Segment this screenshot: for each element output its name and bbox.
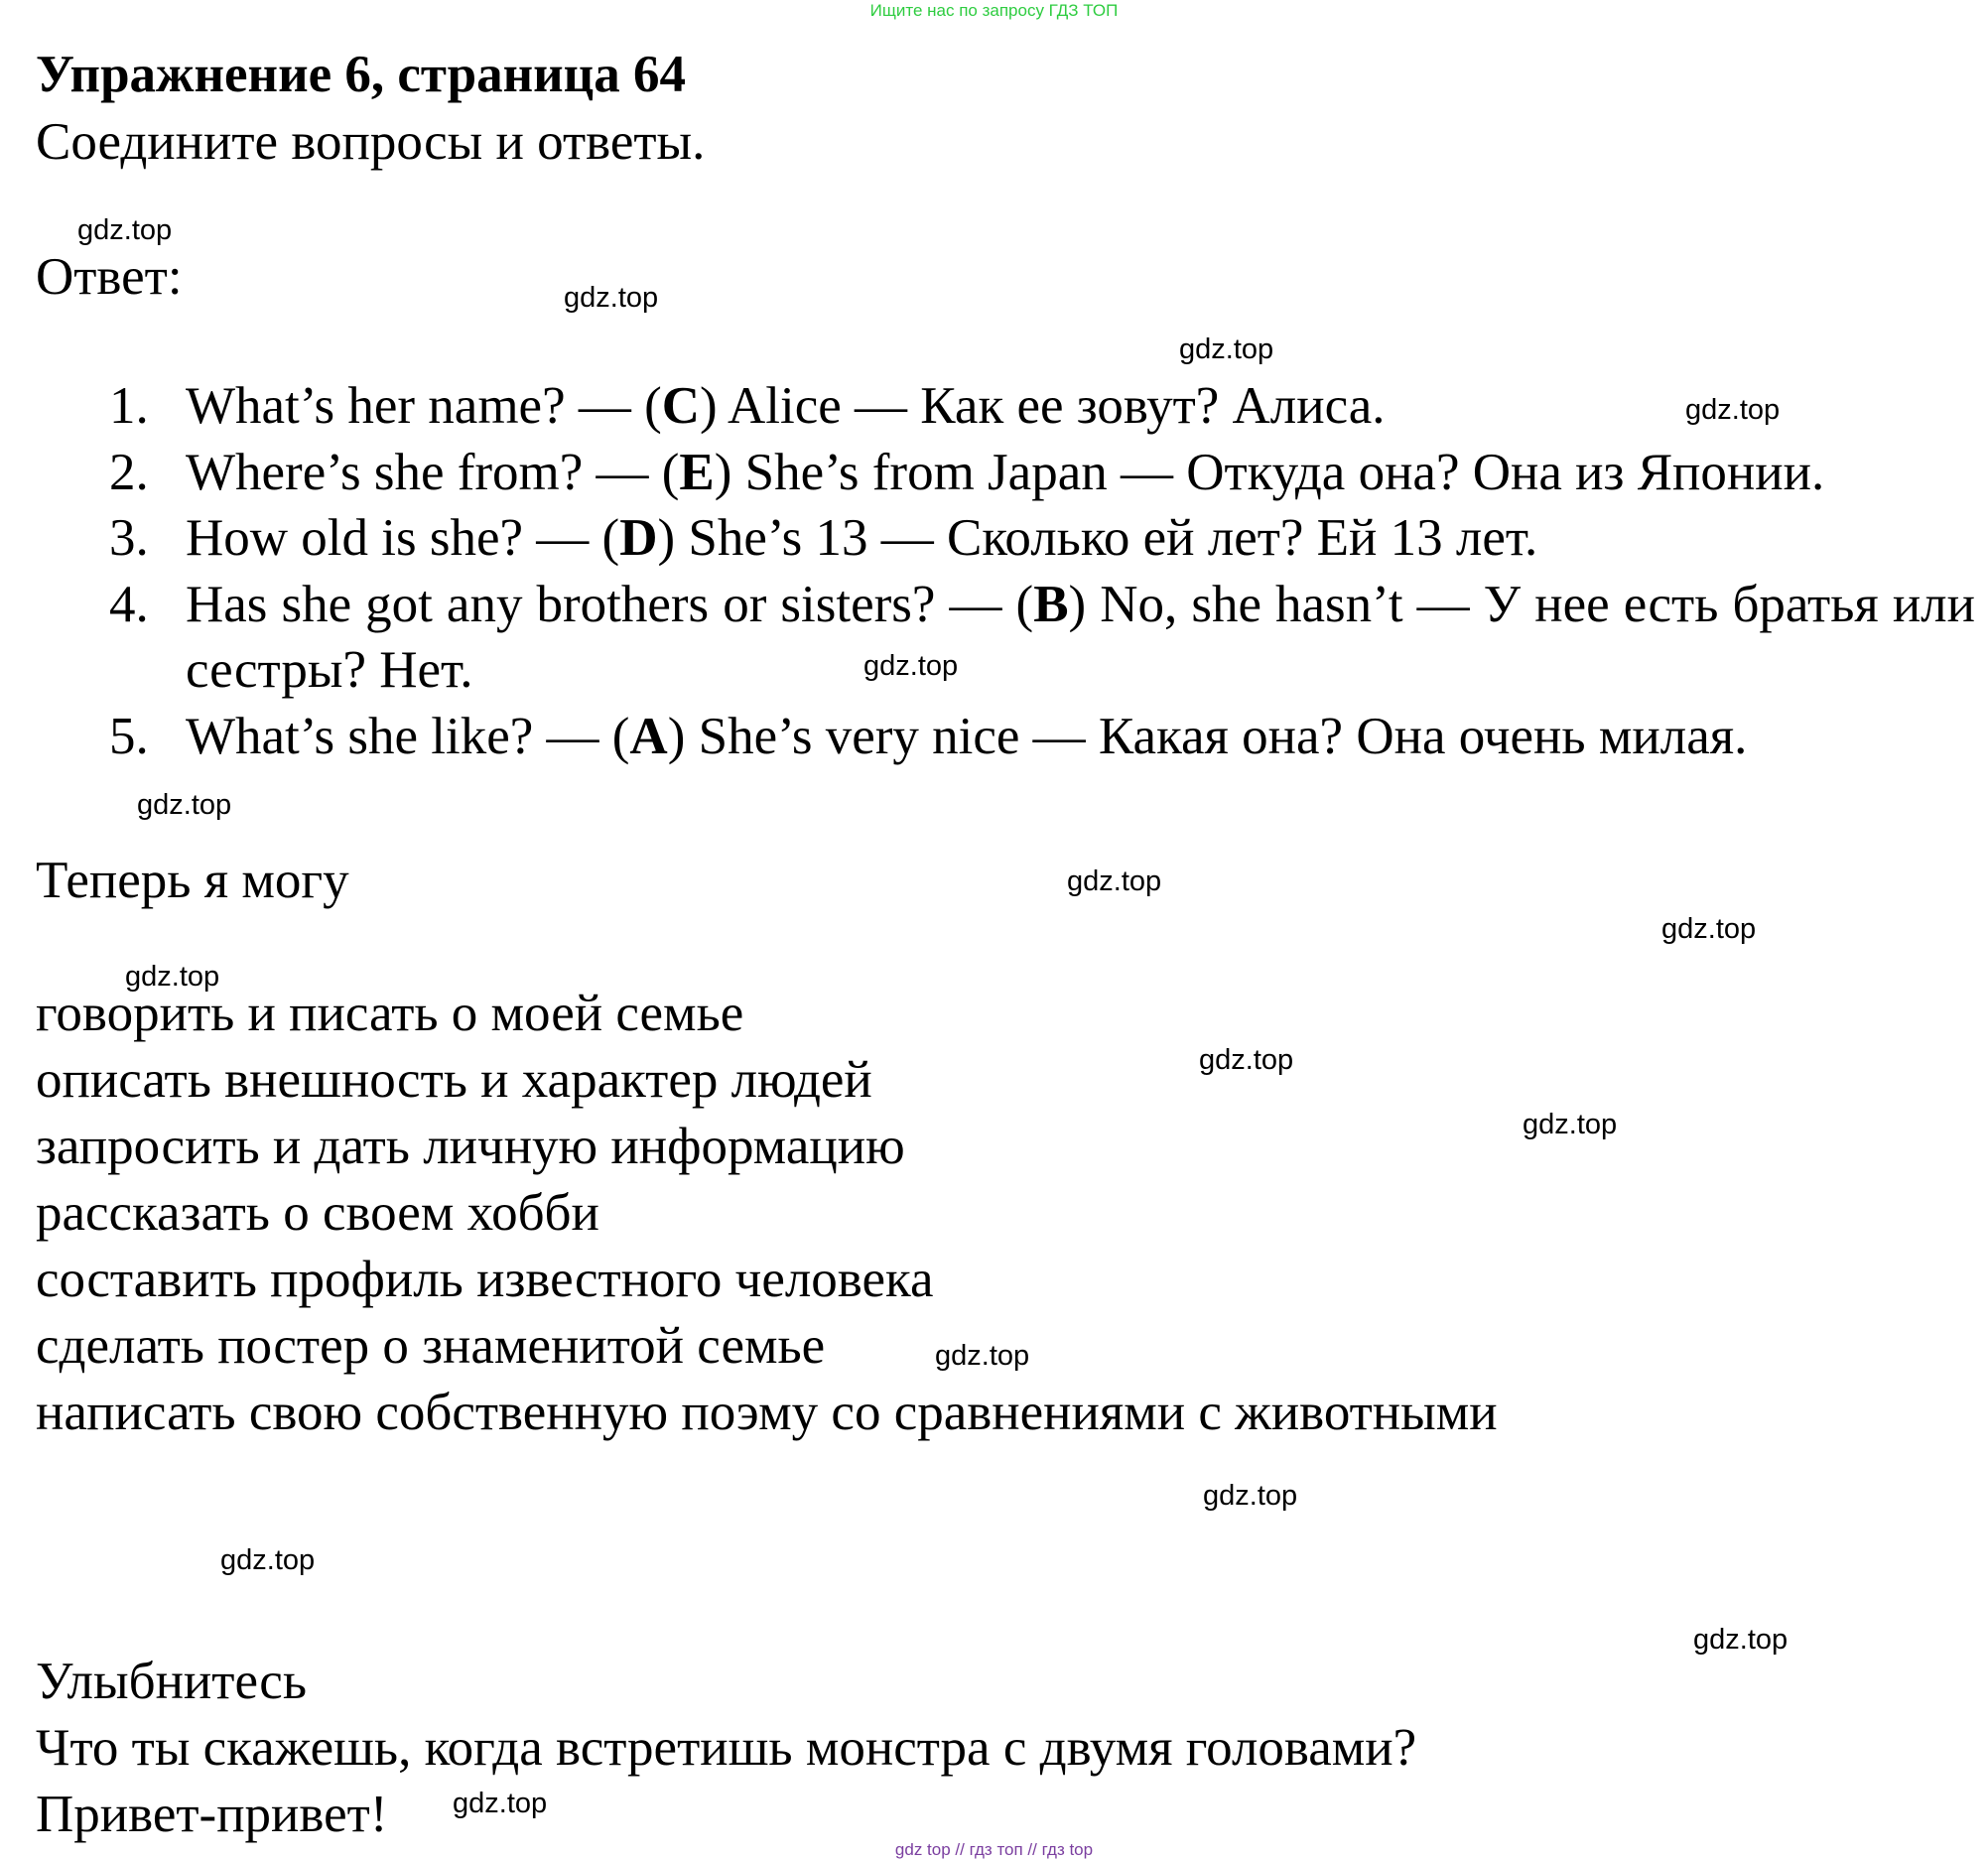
answer-question: What’s her name? — ( — [186, 377, 662, 435]
answer-number: 4. — [109, 575, 149, 633]
answer-number: 1. — [109, 377, 149, 435]
answer-item-2 — [99, 440, 1975, 506]
answer-rest: ) She’s from Japan — Откуда она? Она из Японии. — [714, 443, 1825, 501]
footer-links: gdz top // гдз топ // гдз top — [894, 1840, 1094, 1859]
watermark: gdz.top — [564, 282, 659, 314]
watermark: gdz.top — [125, 961, 220, 993]
answer-content — [186, 440, 1975, 506]
joke-answer: Привет-привет! — [36, 1786, 388, 1843]
watermark: gdz.top — [935, 1340, 1030, 1372]
answer-number: 2. — [109, 443, 149, 501]
watermark: gdz.top — [863, 650, 959, 682]
watermark: gdz.top — [137, 789, 232, 821]
answer-rest: ) No, she hasn’t — У нее есть братья или сестры? Нет. — [186, 575, 1975, 699]
watermark: gdz.top — [1067, 865, 1162, 897]
answer-content — [186, 505, 1975, 572]
watermark: gdz.top — [1661, 913, 1757, 945]
page-title: Упражнение 6, страница 64 — [36, 46, 686, 103]
answer-question: Where’s she from? — ( — [186, 443, 680, 501]
answer-letter: D — [619, 509, 658, 567]
watermark: gdz.top — [77, 214, 173, 246]
answer-question: Has she got any brothers or sisters? — ( — [186, 575, 1034, 633]
answer-item-4 — [99, 572, 1975, 704]
skill-item: говорить и писать о моей семье — [36, 985, 744, 1042]
skills-heading: Теперь я могу — [36, 852, 349, 909]
answer-content — [186, 704, 1975, 770]
answer-letter: E — [679, 443, 715, 501]
watermark: gdz.top — [1203, 1480, 1298, 1512]
answer-label: Ответ: — [36, 248, 183, 306]
answer-question: How old is she? — ( — [186, 509, 620, 567]
skill-item: рассказать о своем хобби — [36, 1184, 599, 1242]
skill-item: запросить и дать личную информацию — [36, 1118, 905, 1175]
answer-letter: A — [629, 707, 668, 765]
skill-item: составить профиль известного человека — [36, 1251, 934, 1308]
answer-item-3 — [99, 505, 1975, 572]
joke-question: Что ты скажешь, когда встретишь монстра с двумя головами? — [36, 1719, 1417, 1777]
skill-item: написать свою собственную поэму со сравнениями с животными — [36, 1384, 1498, 1441]
joke-heading: Улыбнитесь — [36, 1653, 307, 1710]
watermark: gdz.top — [1179, 333, 1274, 365]
answer-rest: ) She’s very nice — Какая она? Она очень милая. — [667, 707, 1748, 765]
answer-list — [99, 373, 1975, 769]
answer-rest: ) Alice — Как ее зовут? Алиса. — [700, 377, 1386, 435]
watermark: gdz.top — [453, 1788, 548, 1819]
watermark: gdz.top — [220, 1544, 316, 1576]
watermark: gdz.top — [1523, 1109, 1618, 1140]
watermark: gdz.top — [1685, 394, 1781, 426]
answer-content — [186, 572, 1975, 704]
answer-number: 3. — [109, 509, 149, 567]
skill-item: сделать постер о знаменитой семье — [36, 1317, 826, 1375]
answer-number: 5. — [109, 707, 149, 765]
answer-letter: B — [1033, 575, 1069, 633]
instruction-text: Соедините вопросы и ответы. — [36, 113, 706, 171]
answer-item-5 — [99, 704, 1975, 770]
skill-item: описать внешность и характер людей — [36, 1051, 872, 1109]
answer-rest: ) She’s 13 — Сколько ей лет? Ей 13 лет. — [657, 509, 1538, 567]
watermark: gdz.top — [1693, 1624, 1789, 1656]
answer-question: What’s she like? — ( — [186, 707, 630, 765]
watermark: gdz.top — [1199, 1044, 1294, 1076]
top-banner: Ищите нас по запросу ГДЗ ТОП — [869, 1, 1119, 20]
answer-letter: C — [661, 377, 701, 435]
